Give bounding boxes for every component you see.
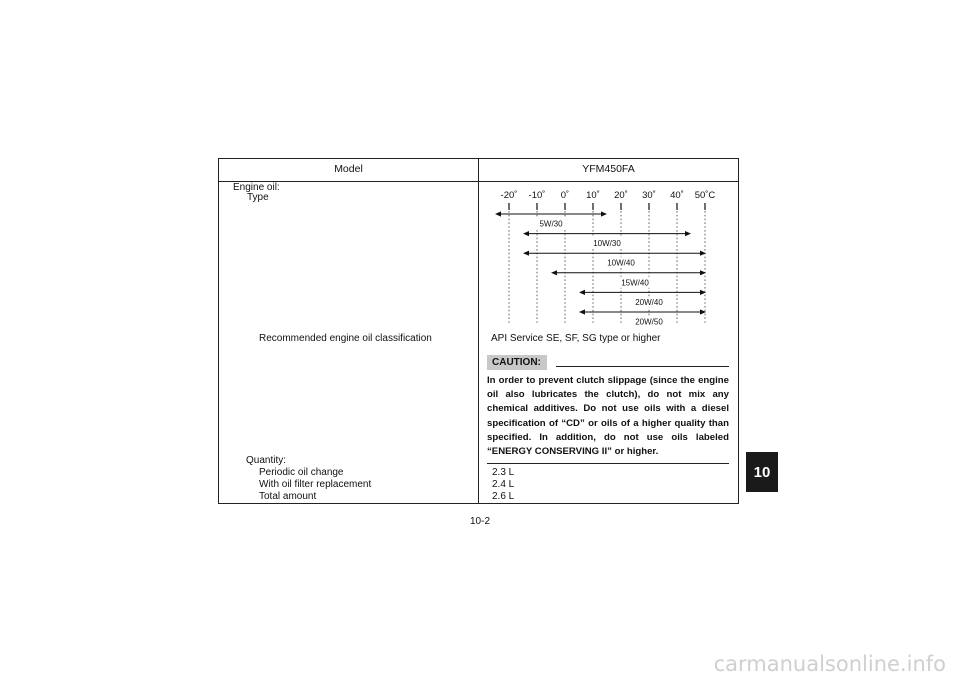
grade-label: 20W/40 (635, 297, 663, 307)
caution-box (487, 352, 729, 464)
filter-replacement-label: With oil filter replacement (259, 479, 372, 490)
filter-replacement-value: 2.4 L (492, 479, 515, 490)
periodic-oil-change-value: 2.3 L (492, 467, 515, 478)
page-number: 10-2 (469, 516, 490, 527)
spec-table (218, 158, 739, 504)
classification-label: Recommended engine oil classification (259, 333, 432, 344)
caution-top-rule (556, 366, 729, 367)
watermark: carmanualsonline.info (713, 652, 946, 676)
grade-label: 10W/30 (593, 239, 621, 249)
grade-label: 15W/40 (621, 278, 649, 288)
temperature-label: 20˚ (614, 190, 628, 201)
classification-value: API Service SE, SF, SG type or higher (491, 333, 661, 344)
caution-text: In order to prevent clutch slippage (since the engine oil also lubricates the clutch), do not mix any chemical additives. Do not use oils with a diesel specification of “CD” or oils of a higher quality than specified. In addition, do not use oils labeled “ENERGY CONSERVING II” or higher. (487, 375, 729, 458)
temperature-label: 30˚ (642, 190, 656, 201)
model-value: YFM450FA (582, 163, 635, 175)
grade-label: 20W/50 (635, 317, 663, 327)
oil-type-label: Type (247, 192, 269, 203)
temperature-label: 0˚ (560, 190, 570, 201)
grade-bar (551, 270, 706, 288)
model-header: Model (334, 163, 363, 175)
caution-bottom-rule (487, 463, 729, 464)
grade-bar (495, 211, 607, 229)
total-amount-label: Total amount (259, 491, 317, 502)
oil-viscosity-chart (487, 181, 737, 331)
temperature-label: 10˚ (586, 190, 600, 201)
temperature-label: -20˚ (500, 190, 518, 201)
temperature-label: 40˚ (670, 190, 684, 201)
grade-bar (579, 309, 706, 327)
chapter-tab: 10 (746, 452, 778, 492)
column-divider (478, 159, 479, 503)
quantity-label: Quantity: (246, 455, 287, 466)
temperature-label: 50˚C (694, 190, 716, 201)
engine-oil-label: Engine oil: (233, 182, 280, 193)
grade-label: 10W/40 (607, 258, 635, 268)
temperature-label: -10˚ (528, 190, 546, 201)
grade-bar (523, 251, 706, 269)
grade-bar (579, 290, 706, 308)
grade-bar (523, 231, 691, 249)
caution-label: CAUTION: (487, 355, 547, 370)
grade-label: 5W/30 (539, 219, 563, 229)
header-row (219, 159, 738, 182)
periodic-oil-change-label: Periodic oil change (259, 467, 344, 478)
total-amount-value: 2.6 L (492, 491, 515, 502)
